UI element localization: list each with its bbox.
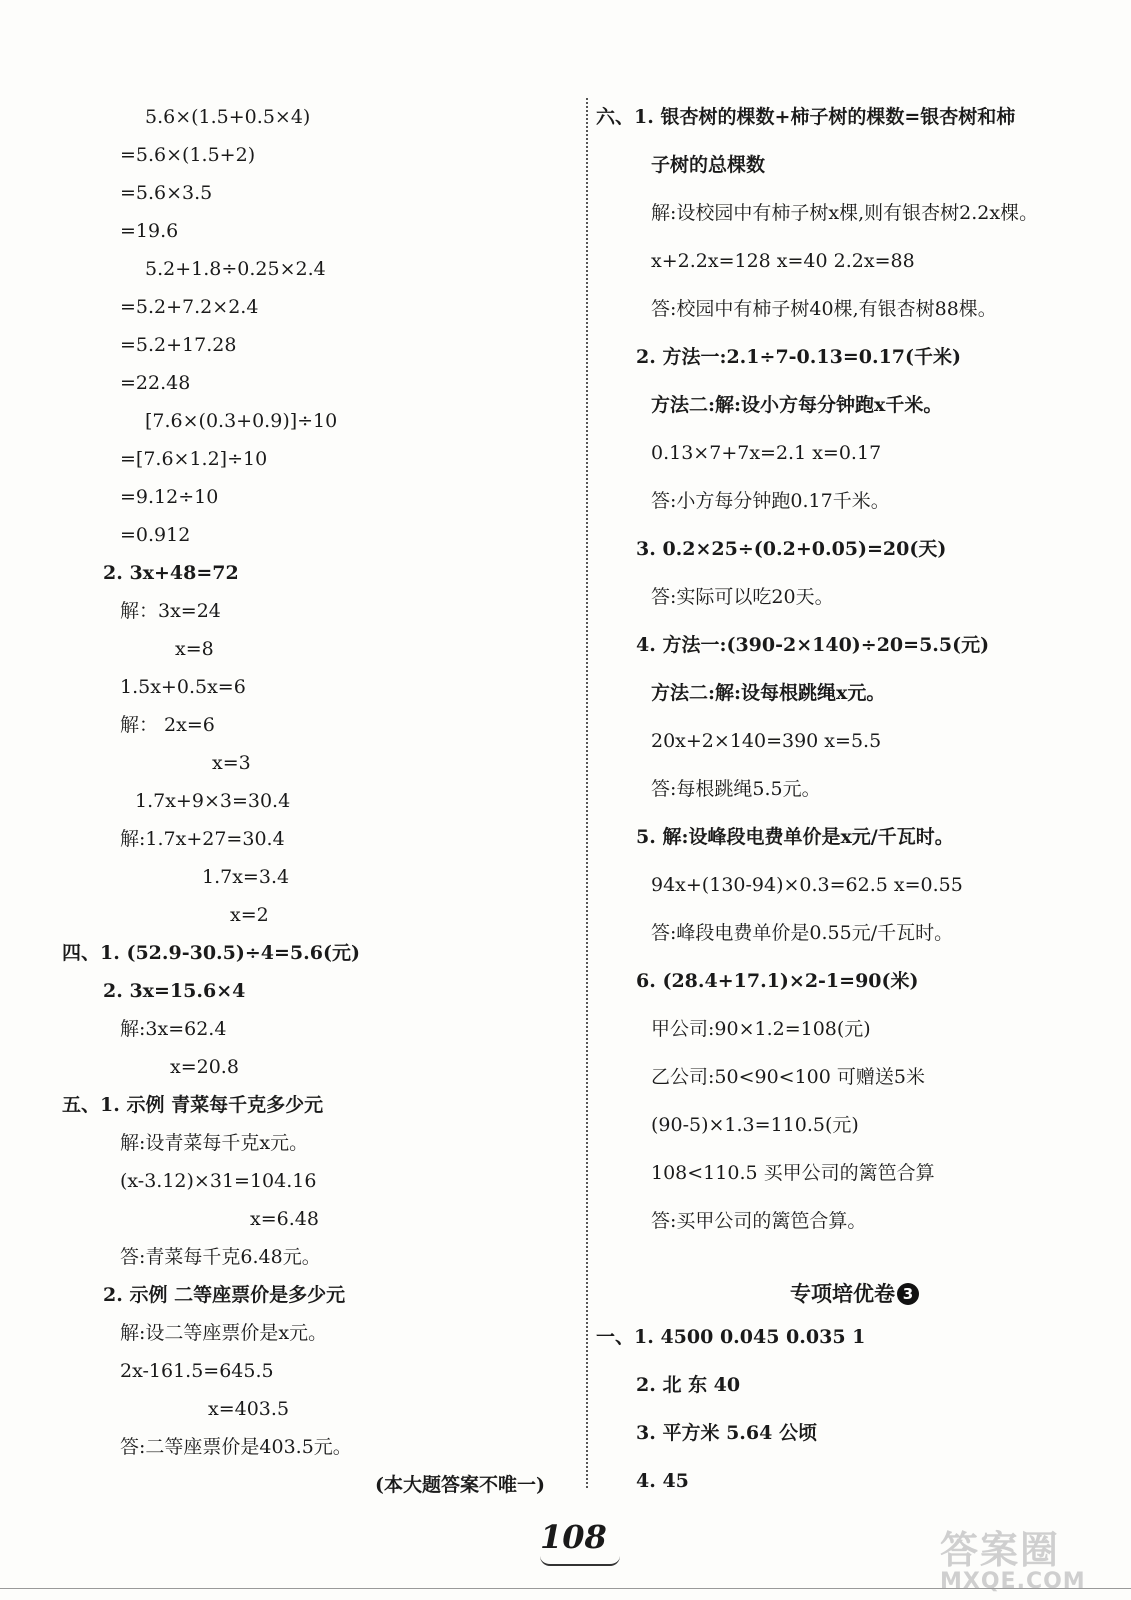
answer-line: x=8 <box>175 638 214 660</box>
answer-line: 五、1. 示例 青菜每千克多少元 <box>62 1094 324 1116</box>
answer-line: =19.6 <box>120 220 179 242</box>
answer-line: x=6.48 <box>250 1208 319 1230</box>
answer-line: 答:校园中有柿子树40棵,有银杏树88棵。 <box>651 298 997 320</box>
section-title <box>790 1278 919 1308</box>
answer-line: =5.2+7.2×2.4 <box>120 296 259 318</box>
answer-line: 6. (28.4+17.1)×2-1=90(米) <box>636 970 919 992</box>
answer-line: x=2 <box>230 904 269 926</box>
watermark-site: MXQE.COM <box>940 1569 1086 1594</box>
answer-line: 1.5x+0.5x=6 <box>120 676 246 698</box>
answer-line: 0.13×7+7x=2.1 x=0.17 <box>651 442 882 464</box>
answer-line: =0.912 <box>120 524 191 546</box>
answer-line: x=403.5 <box>208 1398 290 1420</box>
answer-line: (本大题答案不唯一) <box>375 1474 545 1496</box>
page-number <box>540 1518 607 1556</box>
answer-line: 1.7x=3.4 <box>202 866 290 888</box>
answer-line: 答:青菜每千克6.48元。 <box>120 1246 321 1268</box>
watermark <box>940 1530 1125 1600</box>
answer-line: 答:每根跳绳5.5元。 <box>651 778 821 800</box>
answer-line: 方法二:解:设每根跳绳x元。 <box>651 682 886 704</box>
answer-line: 5. 解:设峰段电费单价是x元/千瓦时。 <box>636 826 954 848</box>
answer-line: =22.48 <box>120 372 191 394</box>
answer-line: =[7.6×1.2]÷10 <box>120 448 268 470</box>
answer-line: 答:小方每分钟跑0.17千米。 <box>651 490 890 512</box>
answer-line: 解:设二等座票价是x元。 <box>120 1322 328 1344</box>
answer-line: 108<110.5 买甲公司的篱笆合算 <box>651 1162 935 1184</box>
answer-line: 四、1. (52.9-30.5)÷4=5.6(元) <box>62 942 360 964</box>
answer-line: [7.6×(0.3+0.9)]÷10 <box>145 410 338 432</box>
answer-line: 乙公司:50<90<100 可赠送5米 <box>651 1066 925 1088</box>
answer-line: 4. 方法一:(390-2×140)÷20=5.5(元) <box>636 634 990 656</box>
answer-line: 方法二:解:设小方每分钟跑x千米。 <box>651 394 943 416</box>
answer-line: x=3 <box>212 752 251 774</box>
answer-line: 解:设青菜每千克x元。 <box>120 1132 309 1154</box>
answer-line: 5.2+1.8÷0.25×2.4 <box>145 258 326 280</box>
answer-line: 子树的总棵数 <box>651 154 766 176</box>
answer-line: 解： 2x=6 <box>120 714 215 736</box>
answer-line: 2. 3x=15.6×4 <box>103 980 246 1002</box>
answer-line: 2. 北 东 40 <box>636 1374 741 1396</box>
answer-line: 解:3x=62.4 <box>120 1018 227 1040</box>
answer-line: 2. 示例 二等座票价是多少元 <box>103 1284 346 1306</box>
answer-line: x=20.8 <box>170 1056 239 1078</box>
answer-line: 3. 平方米 5.64 公顷 <box>636 1422 817 1444</box>
bottom-rule <box>0 1588 1131 1589</box>
answer-line: 答:买甲公司的篱笆合算。 <box>651 1210 867 1232</box>
answer-line: 解：3x=24 <box>120 600 221 622</box>
answer-line: 3. 0.2×25÷(0.2+0.05)=20(天) <box>636 538 947 560</box>
answer-line: 4. 45 <box>636 1470 689 1492</box>
answer-line: 答:实际可以吃20天。 <box>651 586 834 608</box>
answer-line: 解:设校园中有柿子树x棵,则有银杏树2.2x棵。 <box>651 202 1039 224</box>
answer-line: 94x+(130-94)×0.3=62.5 x=0.55 <box>651 874 963 896</box>
answer-line: =5.6×(1.5+2) <box>120 144 256 166</box>
answer-line: 2. 方法一:2.1÷7-0.13=0.17(千米) <box>636 346 961 368</box>
answer-line: 一、1. 4500 0.045 0.035 1 <box>596 1326 866 1348</box>
answer-line: 六、1. 银杏树的棵数+柿子树的棵数=银杏树和柿 <box>596 106 1016 128</box>
page-number-swoosh <box>540 1556 620 1566</box>
answer-line: 20x+2×140=390 x=5.5 <box>651 730 882 752</box>
answer-line: 解:1.7x+27=30.4 <box>120 828 285 850</box>
answer-line: 答:二等座票价是403.5元。 <box>120 1436 352 1458</box>
answer-line: =5.2+17.28 <box>120 334 237 356</box>
page-number-text: 108 <box>540 1518 607 1556</box>
answer-line: 答:峰段电费单价是0.55元/千瓦时。 <box>651 922 954 944</box>
answer-line: 甲公司:90×1.2=108(元) <box>651 1018 871 1040</box>
answer-line: =5.6×3.5 <box>120 182 213 204</box>
answer-line: 2x-161.5=645.5 <box>120 1360 274 1382</box>
section-number-badge: 3 <box>897 1283 919 1305</box>
answer-line: 1.7x+9×3=30.4 <box>135 790 291 812</box>
answer-line: =9.12÷10 <box>120 486 219 508</box>
section-title-text: 专项培优卷 <box>790 1282 895 1306</box>
answer-line: 5.6×(1.5+0.5×4) <box>145 106 311 128</box>
column-divider <box>586 98 588 1488</box>
answer-line: x+2.2x=128 x=40 2.2x=88 <box>651 250 915 272</box>
answer-line: (x-3.12)×31=104.16 <box>120 1170 317 1192</box>
answer-line: (90-5)×1.3=110.5(元) <box>651 1114 859 1136</box>
watermark-logo: 答案圈 <box>940 1528 1061 1572</box>
answer-line: 2. 3x+48=72 <box>103 562 239 584</box>
